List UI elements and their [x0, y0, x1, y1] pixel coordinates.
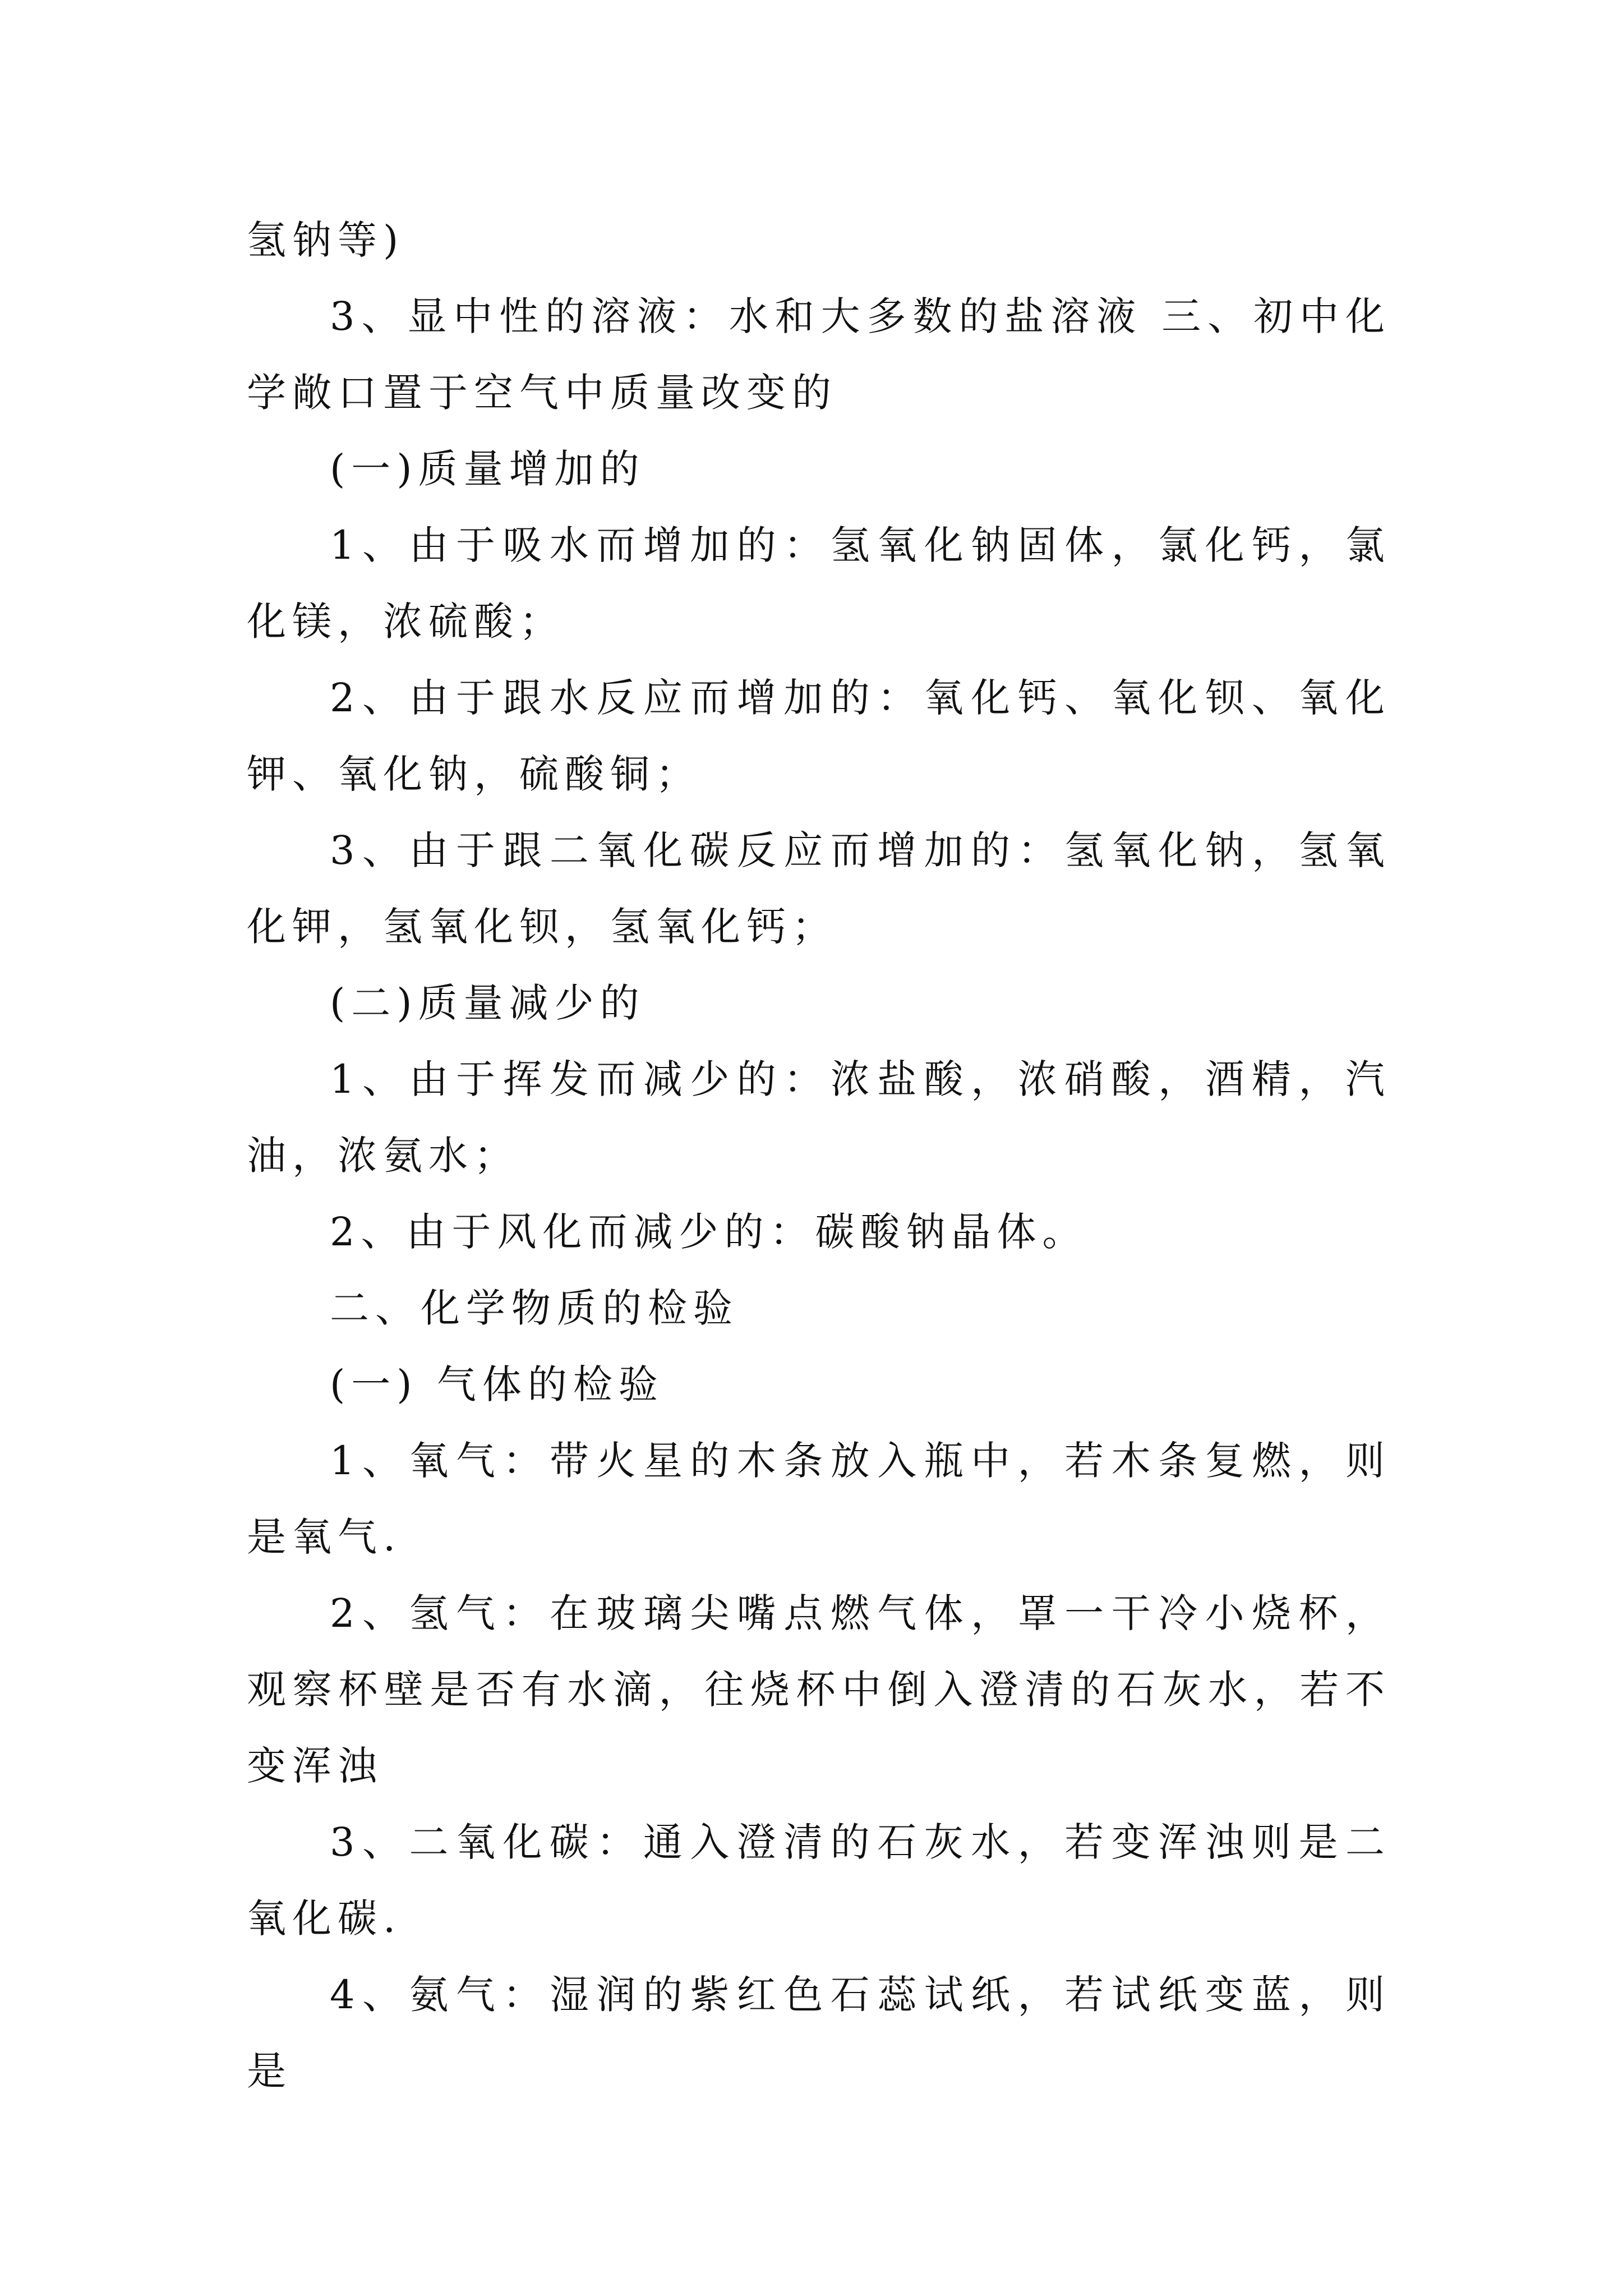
paragraph: 4、氨气：湿润的紫红色石蕊试纸，若试纸变蓝，则是: [247, 1972, 1391, 2094]
section-heading: (二)质量减少的: [330, 980, 645, 1026]
paragraph: 3、显中性的溶液：水和大多数的盐溶液 三、初中化学敞口置于空气中质量改变的: [247, 293, 1391, 416]
paragraph: 1、氧气：带火星的木条放入瓶中，若木条复燃，则是氧气.: [247, 1438, 1391, 1560]
paragraph: 1、由于挥发而减少的：浓盐酸，浓硝酸，酒精，汽油，浓氨水；: [247, 1056, 1391, 1179]
paragraph: 3、由于跟二氧化碳反应而增加的：氢氧化钠，氢氧化钾，氢氧化钡，氢氧化钙；: [247, 827, 1391, 950]
section-heading: (一)质量增加的: [330, 446, 645, 492]
section-heading: (一) 气体的检验: [330, 1361, 664, 1407]
paragraph: 2、由于风化而减少的：碳酸钠晶体。: [330, 1209, 1088, 1255]
paragraph: 3、二氧化碳：通入澄清的石灰水，若变浑浊则是二氧化碳.: [247, 1819, 1391, 1941]
section-heading: 二、化学物质的检验: [330, 1285, 739, 1331]
paragraph: 2、由于跟水反应而增加的：氧化钙、氧化钡、氧化钾、氧化钠，硫酸铜；: [247, 675, 1391, 797]
document-body: [247, 202, 1391, 2109]
paragraph: 2、氢气：在玻璃尖嘴点燃气体，罩一干冷小烧杯，观察杯壁是否有水滴，往烧杯中倒入澄清的石灰水，若不变浑浊: [247, 1590, 1391, 1789]
paragraph: 1、由于吸水而增加的：氢氧化钠固体，氯化钙，氯化镁，浓硫酸；: [247, 522, 1391, 645]
paragraph: 氢钠等): [247, 217, 405, 263]
